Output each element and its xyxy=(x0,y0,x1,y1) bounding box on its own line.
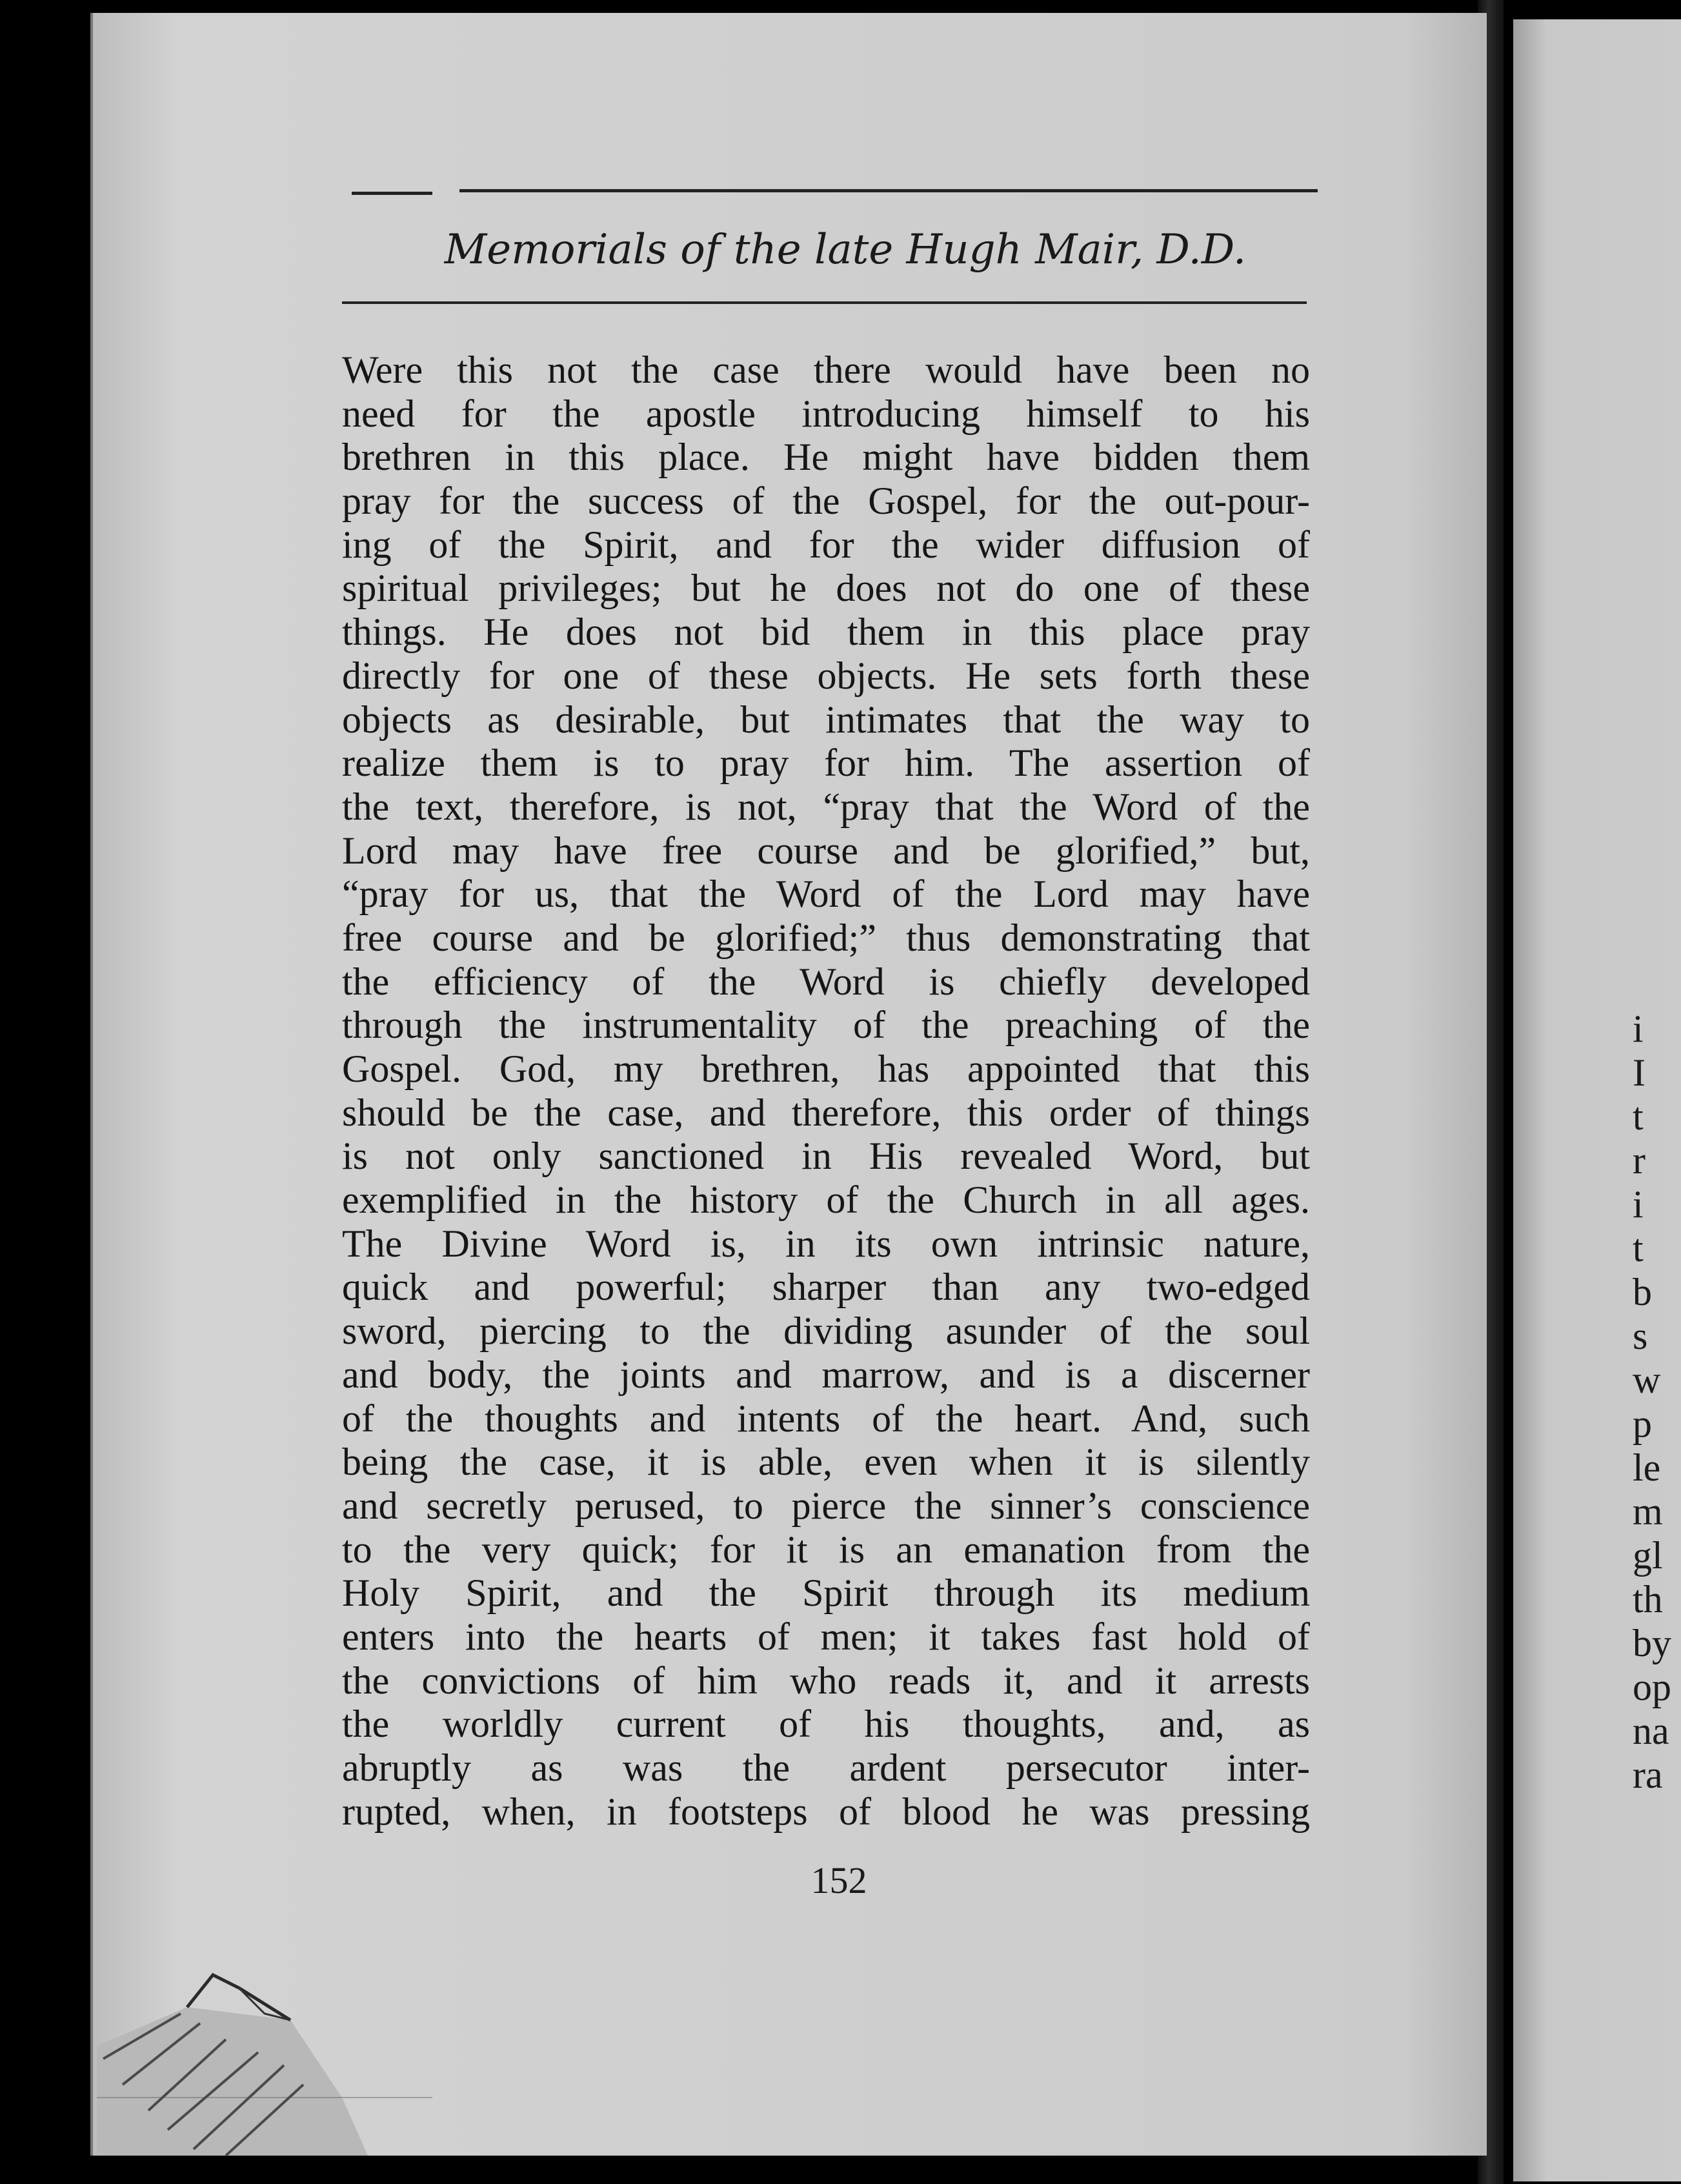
torn-corner-damage xyxy=(97,1936,432,2156)
header-rule-bottom xyxy=(342,301,1307,304)
header-rule-short xyxy=(352,192,432,195)
next-page-fragment: by xyxy=(1633,1622,1671,1664)
next-page-fragment: gl xyxy=(1633,1534,1663,1577)
text-line: realize them is to pray for him. The assertion of xyxy=(342,742,1310,785)
text-line: brethren in this place. He might have bidden them xyxy=(342,436,1310,479)
next-page-edge xyxy=(1513,19,1681,2181)
text-line: rupted, when, in footsteps of blood he was pressing xyxy=(342,1790,1310,1833)
next-page-fragment: w xyxy=(1633,1359,1661,1401)
text-line: to the very quick; for it is an emanation from the xyxy=(342,1528,1310,1571)
text-line: abruptly as was the ardent persecutor inter- xyxy=(342,1746,1310,1789)
next-page-fragment: th xyxy=(1633,1578,1663,1621)
next-page-fragment: op xyxy=(1633,1666,1671,1708)
text-line: Holy Spirit, and the Spirit through its medium xyxy=(342,1572,1310,1615)
next-page-fragment: i xyxy=(1633,1183,1644,1226)
text-line: objects as desirable, but intimates that the way to xyxy=(342,698,1310,741)
next-page-fragment: I xyxy=(1633,1051,1646,1094)
text-line: sword, piercing to the dividing asunder of the soul xyxy=(342,1309,1310,1353)
text-line: Were this not the case there would have been no xyxy=(342,349,1310,391)
next-page-fragment: r xyxy=(1633,1139,1646,1182)
next-page-fragment: ra xyxy=(1633,1754,1663,1796)
next-page-fragment: i xyxy=(1633,1007,1644,1050)
running-head: Memorials of the late Hugh Mair, D.D. xyxy=(444,226,1247,274)
text-line: Lord may have free course and be glorified,” but, xyxy=(342,829,1310,872)
next-page-fragment: m xyxy=(1633,1490,1663,1533)
text-line: exemplified in the history of the Church in all ages. xyxy=(342,1178,1310,1222)
text-line: is not only sanctioned in His revealed Word, but xyxy=(342,1135,1310,1178)
next-page-fragment: b xyxy=(1633,1271,1652,1313)
next-page-fragment: t xyxy=(1633,1095,1644,1138)
header-rule-long xyxy=(459,189,1318,192)
text-line: of the thoughts and intents of the heart. And, such xyxy=(342,1397,1310,1440)
text-line: ing of the Spirit, and for the wider diffusion of xyxy=(342,523,1310,566)
text-line: the efficiency of the Word is chiefly developed xyxy=(342,960,1310,1003)
text-line: quick and powerful; sharper than any two-edged xyxy=(342,1266,1310,1309)
text-line: “pray for us, that the Word of the Lord may have xyxy=(342,873,1310,916)
text-line: and body, the joints and marrow, and is a discerner xyxy=(342,1353,1310,1396)
text-line: The Divine Word is, in its own intrinsic nature, xyxy=(342,1222,1310,1265)
text-line: spiritual privileges; but he does not do one of these xyxy=(342,567,1310,610)
text-line: should be the case, and therefore, this order of things xyxy=(342,1091,1310,1134)
text-line: need for the apostle introducing himself to his xyxy=(342,392,1310,435)
text-line: enters into the hearts of men; it takes fast hold of xyxy=(342,1615,1310,1658)
text-line: things. He does not bid them in this place pray xyxy=(342,611,1310,654)
text-line: and secretly perused, to pierce the sinner’s conscience xyxy=(342,1484,1310,1527)
next-page-fragment: s xyxy=(1633,1315,1648,1357)
text-line: free course and be glorified;” thus demonstrating that xyxy=(342,916,1310,959)
next-page-fragment: le xyxy=(1633,1446,1661,1489)
text-line: the worldly current of his thoughts, and, as xyxy=(342,1703,1310,1746)
next-page-fragment: na xyxy=(1633,1710,1669,1752)
text-line: being the case, it is able, even when it is silently xyxy=(342,1441,1310,1484)
text-line: the text, therefore, is not, “pray that the Word of the xyxy=(342,785,1310,828)
text-line: through the instrumentality of the preaching of the xyxy=(342,1004,1310,1047)
text-line: Gospel. God, my brethren, has appointed that this xyxy=(342,1047,1310,1090)
page-number: 152 xyxy=(810,1859,867,1901)
next-page-fragment: t xyxy=(1633,1227,1644,1269)
text-line: the convictions of him who reads it, and it arrests xyxy=(342,1659,1310,1702)
text-line: directly for one of these objects. He sets forth these xyxy=(342,654,1310,697)
next-page-fragment: p xyxy=(1633,1402,1652,1445)
body-text xyxy=(342,349,1310,1834)
text-line: pray for the success of the Gospel, for the out-pour- xyxy=(342,480,1310,523)
